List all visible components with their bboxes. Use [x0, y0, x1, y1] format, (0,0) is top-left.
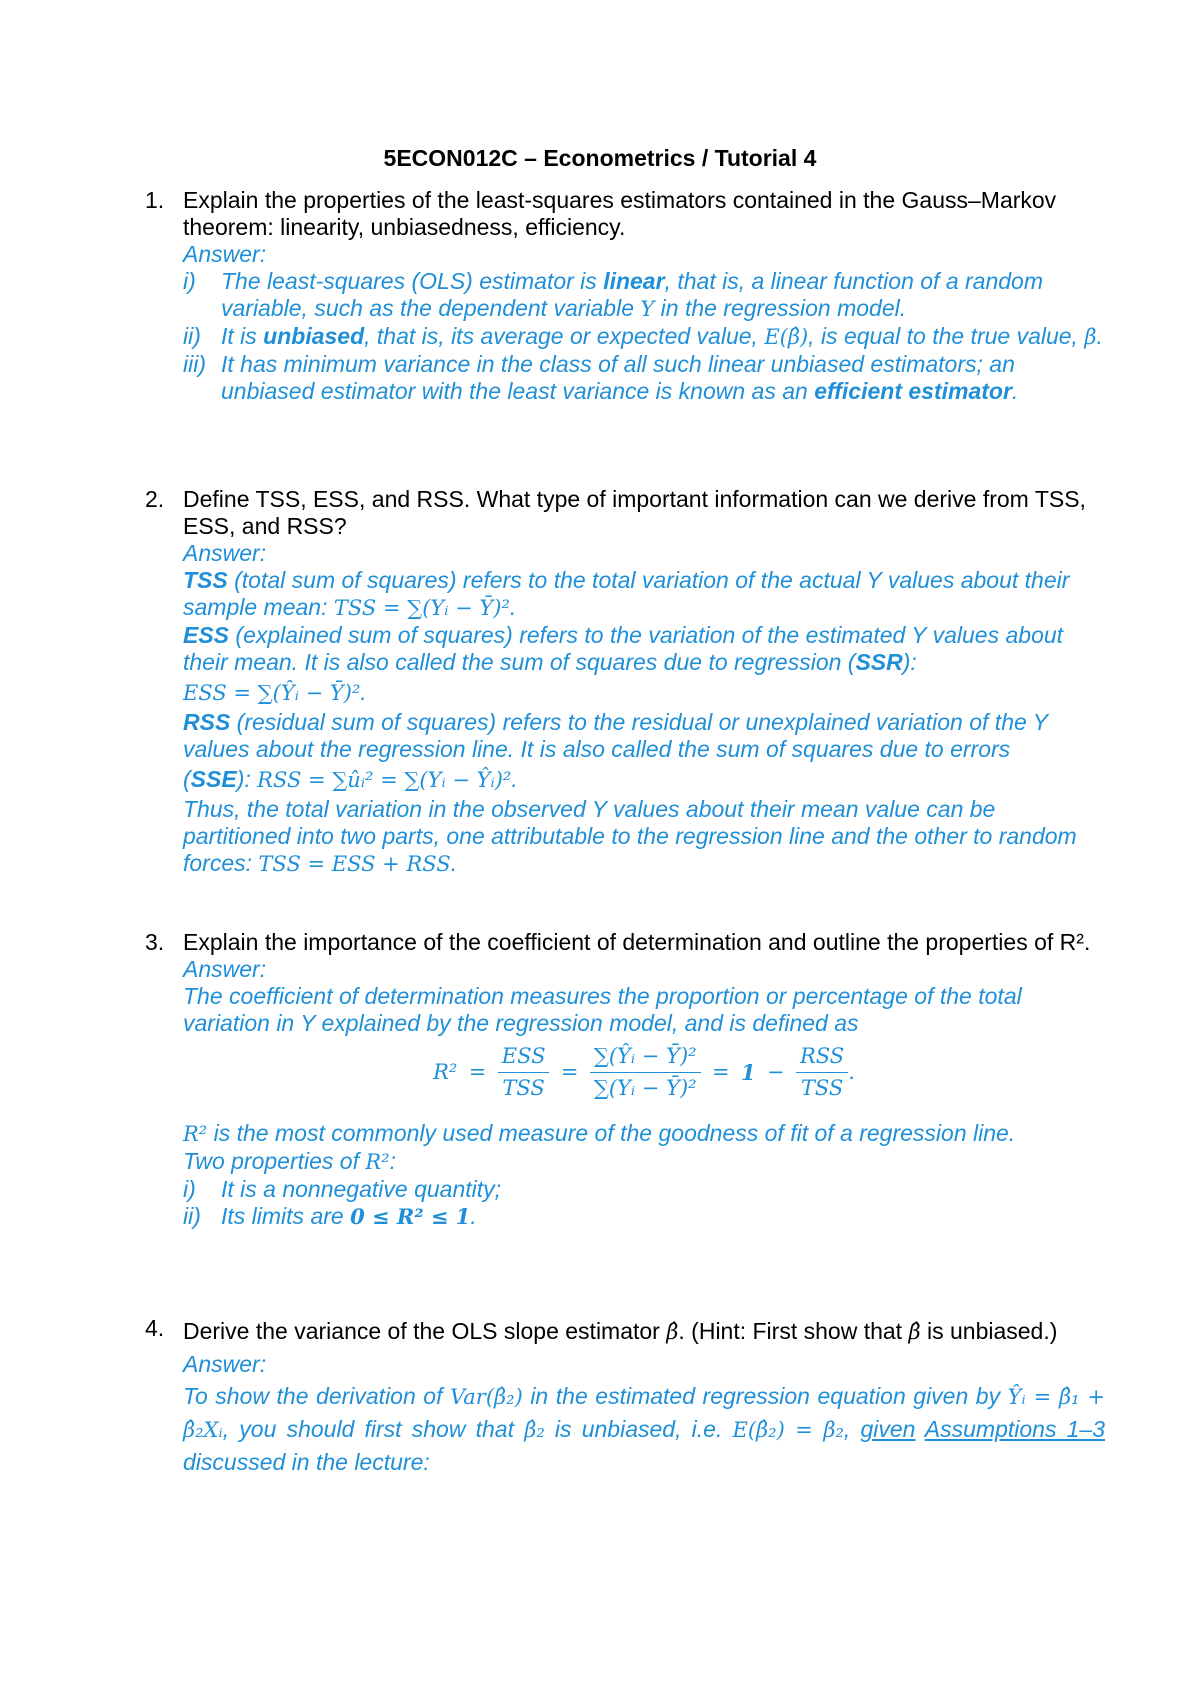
text: It is	[221, 323, 264, 349]
list-item: ii) Its limits are 0 ≤ R² ≤ 1.	[183, 1203, 477, 1229]
text: in the regression model.	[654, 295, 907, 321]
answer-block	[183, 241, 1105, 405]
math: β̂	[908, 1320, 921, 1344]
text: is the most commonly used measure of the goodness of fit of a regression line.	[207, 1120, 1016, 1146]
partition-text: Thus, the total variation in the observed Y values about their mean value can be partitioned into two parts, one attributable to the regression line and the other to random forces: TSS = ESS + RSS.	[183, 796, 1077, 876]
bold-term: efficient estimator	[814, 378, 1012, 404]
ess-definition	[183, 622, 1105, 676]
answer-block	[183, 1348, 1105, 1478]
text: It has minimum variance in the class of all such linear unbiased estimators; an unbiased estimator with the least variance is known as an	[221, 351, 1015, 404]
question-number: 1.	[145, 187, 165, 213]
list-item	[183, 351, 1105, 405]
text: It is a nonnegative quantity;	[221, 1176, 502, 1202]
text: in the estimated regression equation given by	[522, 1383, 1008, 1409]
question-3	[145, 929, 1105, 1230]
question-4	[145, 1315, 1105, 1478]
list-item	[183, 323, 1105, 351]
rss-formula-line: (SSE): RSS = ∑ûᵢ² = ∑(Yᵢ − Ŷᵢ)².	[183, 766, 518, 792]
equals-sign: =	[468, 1060, 487, 1084]
question-2	[145, 486, 1105, 878]
answer-label: Answer:	[183, 540, 267, 566]
numerator: ESS	[498, 1043, 550, 1073]
math: E(β̂)	[764, 325, 809, 349]
partition-formula: TSS = ESS + RSS	[258, 852, 451, 876]
bold-term: TSS	[183, 567, 228, 593]
math: β̂	[666, 1320, 679, 1344]
list-label: iii)	[183, 351, 206, 377]
math: β	[1084, 325, 1097, 349]
answer-label: Answer:	[183, 956, 267, 982]
answer-block	[183, 540, 1105, 878]
equals-sign: =	[711, 1060, 730, 1084]
text: Thus, the total variation in the observed Y values about their mean value can be partitioned into two parts, one attributable to the regression line and the other to random forces:	[183, 796, 1077, 876]
properties-heading: Two properties of R²:	[183, 1148, 396, 1174]
question-number: 4.	[145, 1315, 165, 1341]
question-number: 2.	[145, 486, 165, 512]
assumptions-reference: Assumptions 1–3	[924, 1416, 1106, 1442]
regression-equation: Ŷᵢ = β̂₁ + β̂₂Xᵢ	[183, 1385, 1105, 1442]
question-1	[145, 187, 1105, 405]
math: Y	[640, 297, 655, 321]
list-label: ii)	[183, 323, 201, 349]
math: R²	[433, 1060, 458, 1084]
text: (total sum of squares) refers to the total variation of the actual Y values about their sample mean:	[183, 567, 1070, 620]
text: discussed in the lecture:	[183, 1449, 430, 1475]
fraction	[590, 1043, 701, 1102]
list-label: ii)	[183, 1203, 201, 1229]
period: .	[848, 1060, 855, 1084]
text: is unbiased, i.e.	[544, 1416, 733, 1442]
tss-definition: TSS (total sum of squares) refers to the total variation of the actual Y values about their sample mean: TSS = ∑(Yᵢ − Ȳ)².	[183, 567, 1070, 620]
answer-label: Answer:	[183, 1351, 267, 1377]
text: (residual sum of squares) refers to the residual or unexplained variation of the Y values about the regression line. It is also called the sum of squares due to errors	[183, 709, 1048, 762]
fraction	[796, 1043, 848, 1102]
intro-text: The coefficient of determination measures the proportion or percentage of the total variation in Y explained by the regression model, and is defined as	[183, 983, 1022, 1036]
underlined-text: given	[860, 1416, 916, 1442]
denominator: TSS	[502, 1076, 545, 1100]
text: is unbiased.)	[920, 1318, 1058, 1344]
list-label: i)	[183, 268, 196, 294]
bold-term: SSR	[855, 649, 903, 675]
text: , is equal to the true value,	[808, 323, 1085, 349]
text: The least-squares (OLS) estimator is	[221, 268, 604, 294]
text: , that is, a linear function of a random variable, such as the dependent variable	[221, 268, 1043, 321]
list-item	[183, 1176, 1105, 1203]
text: To show the derivation of	[183, 1383, 451, 1409]
document-title: 5ECON012C – Econometrics / Tutorial 4	[383, 145, 817, 171]
bold-term: RSS	[183, 709, 231, 735]
answer-label: Answer:	[183, 241, 267, 267]
rss-definition	[183, 709, 1105, 763]
question-text: Explain the importance of the coefficient of determination and outline the properties of R².	[183, 929, 1091, 955]
text: .	[1096, 323, 1103, 349]
equals-sign: =	[560, 1060, 579, 1084]
bold-term: ESS	[183, 622, 230, 648]
question-number: 3.	[145, 929, 165, 955]
fraction	[498, 1043, 550, 1102]
ess-formula: ESS = ∑(Ŷᵢ − Ȳ)²	[183, 681, 361, 705]
math: 0 ≤ R² ≤ 1	[350, 1204, 471, 1229]
numerator: RSS	[796, 1043, 848, 1073]
question-text	[183, 1315, 1105, 1348]
denominator: ∑(Yᵢ − Ȳ)²	[593, 1076, 697, 1100]
one: 1	[740, 1060, 756, 1085]
text: , that is, its average or expected value,	[364, 323, 765, 349]
question-text: Explain the properties of the least-squares estimators contained in the Gauss–Markov theorem: linearity, unbiasedness, efficiency.	[183, 187, 1057, 240]
text: , you should first show that	[222, 1416, 525, 1442]
math: R²	[183, 1122, 208, 1146]
minus-sign: −	[766, 1060, 785, 1084]
question-text: Define TSS, ESS, and RSS. What type of important information can we derive from TSS, ESS, and RSS?	[183, 486, 1086, 539]
ess-formula-line: ESS = ∑(Ŷᵢ − Ȳ)².	[183, 679, 367, 705]
text: . (Hint: First show that	[678, 1318, 909, 1344]
math: β̂₂	[524, 1418, 545, 1442]
bold-term: unbiased	[263, 323, 365, 349]
r-squared-equation	[183, 1043, 1105, 1102]
text: Two properties of	[183, 1148, 366, 1174]
math: R²	[365, 1150, 390, 1174]
goodness-of-fit-text	[183, 1120, 1105, 1148]
text: .	[1011, 378, 1019, 404]
tss-formula: TSS = ∑(Yᵢ − Ȳ)²	[333, 596, 510, 620]
list-item	[183, 268, 1105, 323]
list-label: i)	[183, 1176, 196, 1202]
bold-term: SSE	[190, 766, 237, 792]
answer-text: To show the derivation of Var(β̂₂) in the estimated regression equation given by Ŷᵢ = β̂₁ + β̂₂Xᵢ, you should first show that β̂₂ is unbiased, i.e. E(β̂₂) = β₂, given Assumptions 1–3 discussed in the lecture:	[183, 1383, 1106, 1475]
numerator: ∑(Ŷᵢ − Ȳ)²	[590, 1043, 701, 1073]
answer-block	[183, 956, 1105, 1230]
text: Its limits are	[221, 1203, 351, 1229]
text: (explained sum of squares) refers to the variation of the estimated Y values about their mean. It is also called the sum of squares due to regression (	[183, 622, 1064, 675]
denominator: TSS	[800, 1076, 844, 1100]
text: ):	[902, 649, 917, 675]
text: Derive the variance of the OLS slope estimator	[183, 1318, 667, 1344]
math: Var(β̂₂)	[450, 1385, 523, 1409]
bold-term: linear	[603, 268, 665, 294]
rss-formula: RSS = ∑ûᵢ² = ∑(Yᵢ − Ŷᵢ)²	[257, 768, 512, 792]
math: E(β̂₂) = β₂	[732, 1418, 844, 1442]
